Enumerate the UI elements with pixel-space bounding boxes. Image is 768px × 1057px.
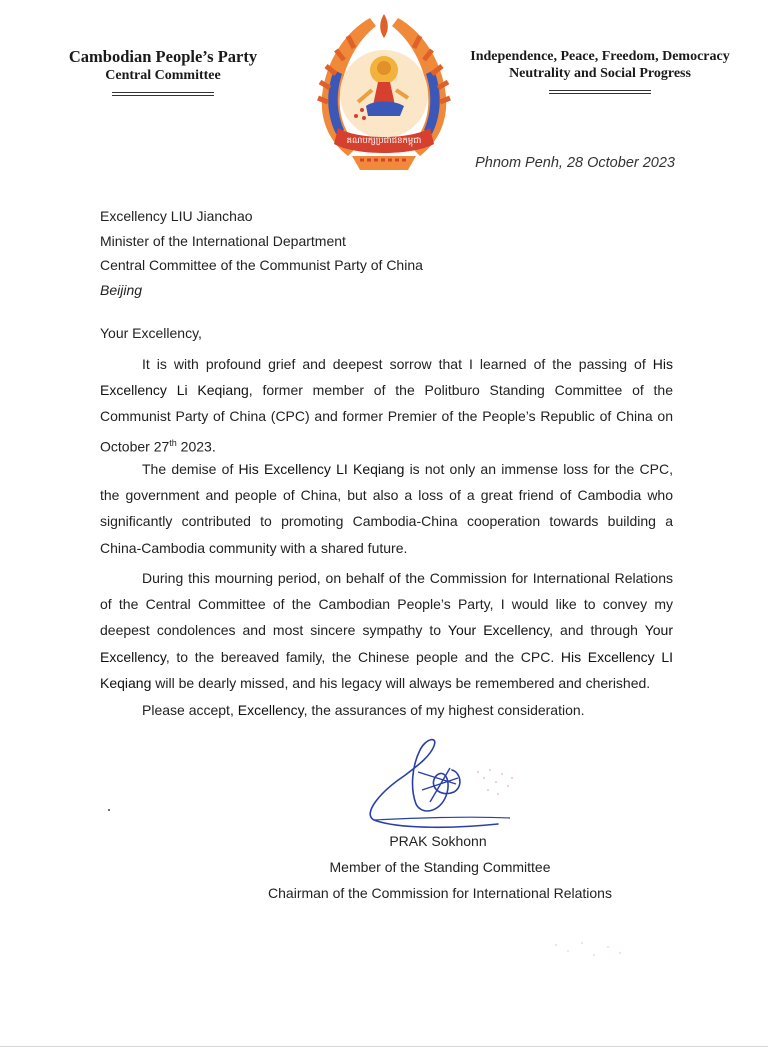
- p3-text-g: will be dearly missed, and his legacy will always be remembered and cherished.: [151, 674, 651, 691]
- party-emblem: [308, 10, 460, 174]
- paragraph-1: [100, 351, 673, 459]
- emblem-text: គណបក្សប្រជាជនកម្ពុជា: [346, 136, 422, 146]
- p3-text-e: , to the bereaved family, the Chinese people and the CPC.: [165, 648, 561, 665]
- emblem-base: [352, 156, 416, 170]
- emblem-flame: [380, 14, 388, 38]
- motto-line-1: Independence, Peace, Freedom, Democracy: [470, 49, 730, 64]
- party-name: Cambodian People’s Party: [68, 47, 258, 66]
- paragraph-2: [100, 456, 673, 561]
- p1-text-a: It is with profound grief and deepest sorrow that I learned of the passing of: [142, 356, 653, 372]
- scan-edge-line: [0, 1046, 768, 1047]
- letter-date: Phnom Penh, 28 October 2023: [475, 155, 675, 171]
- signer-title-2-text: Chairman of the Commission for International Relations: [268, 885, 612, 901]
- recipient-name: Excellency LIU Jianchao: [100, 208, 253, 224]
- signature-block: [230, 829, 650, 909]
- motto-header: [462, 48, 738, 94]
- signer-title-2: [230, 881, 650, 906]
- stamp-residue: [468, 760, 528, 810]
- recipient-org: Central Committee of the Communist Party of China: [100, 257, 423, 273]
- party-body: Central Committee: [105, 68, 221, 83]
- paragraph-3: [100, 565, 673, 696]
- p1-emphasis: His Excellency Li Keqiang: [100, 356, 673, 399]
- header-rule-left: [112, 92, 214, 96]
- party-header: [60, 47, 266, 96]
- p2-text-a: The demise of: [142, 461, 239, 477]
- p1-text-d: 2023.: [176, 438, 216, 455]
- header-rule-right: [549, 90, 651, 94]
- signer-title-1: [230, 855, 650, 880]
- p3-emphasis-1: Your Excellency: [447, 622, 550, 639]
- p4-text-c: , the assurances of my highest consideration.: [303, 702, 585, 718]
- signer-title-1-text: Member of the Standing Committee: [329, 859, 551, 875]
- p3-emphasis-3: His Excellency LI Keqiang: [100, 648, 674, 691]
- p2-text-c: is not only an immense loss for the CPC, the government and people of China, but also a loss of a great friend of Cambodia who significantly contributed to promoting Cambodia-China cooperation towards building a China-Cambodia community with a shared future.: [100, 461, 673, 556]
- p4-text-a: Please accept,: [142, 702, 238, 718]
- p1-ordinal-suffix: th: [169, 437, 177, 448]
- motto-line-2: Neutrality and Social Progress: [509, 66, 691, 81]
- paper-speck: [108, 809, 110, 811]
- stamp-residue-lower: [548, 935, 628, 965]
- p3-text-c: , and through: [549, 622, 645, 639]
- p3-emphasis-2: Your Excellency: [100, 622, 674, 665]
- p3-text-a: During this mourning period, on behalf of the Commission for International Relations of the Central Committee of the Cambodian People’s Party, I would like to convey my deepest condolences and most sincere sympathy to: [100, 570, 673, 639]
- signer-name: PRAK Sokhonn: [389, 833, 487, 849]
- recipient-city: Beijing: [100, 281, 143, 298]
- salutation: Your Excellency,: [100, 325, 202, 341]
- recipient-address: [100, 204, 423, 302]
- p1-text-c: , former member of the Politburo Standing Committee of the Communist Party of China (CPC) and former Premier of the People’s Republic of China on October 27: [100, 382, 673, 455]
- paragraph-4: [100, 697, 673, 723]
- p2-emphasis: His Excellency LI Keqiang: [238, 461, 405, 477]
- p4-emphasis: Excellency: [237, 702, 304, 718]
- recipient-title: Minister of the International Department: [100, 232, 346, 249]
